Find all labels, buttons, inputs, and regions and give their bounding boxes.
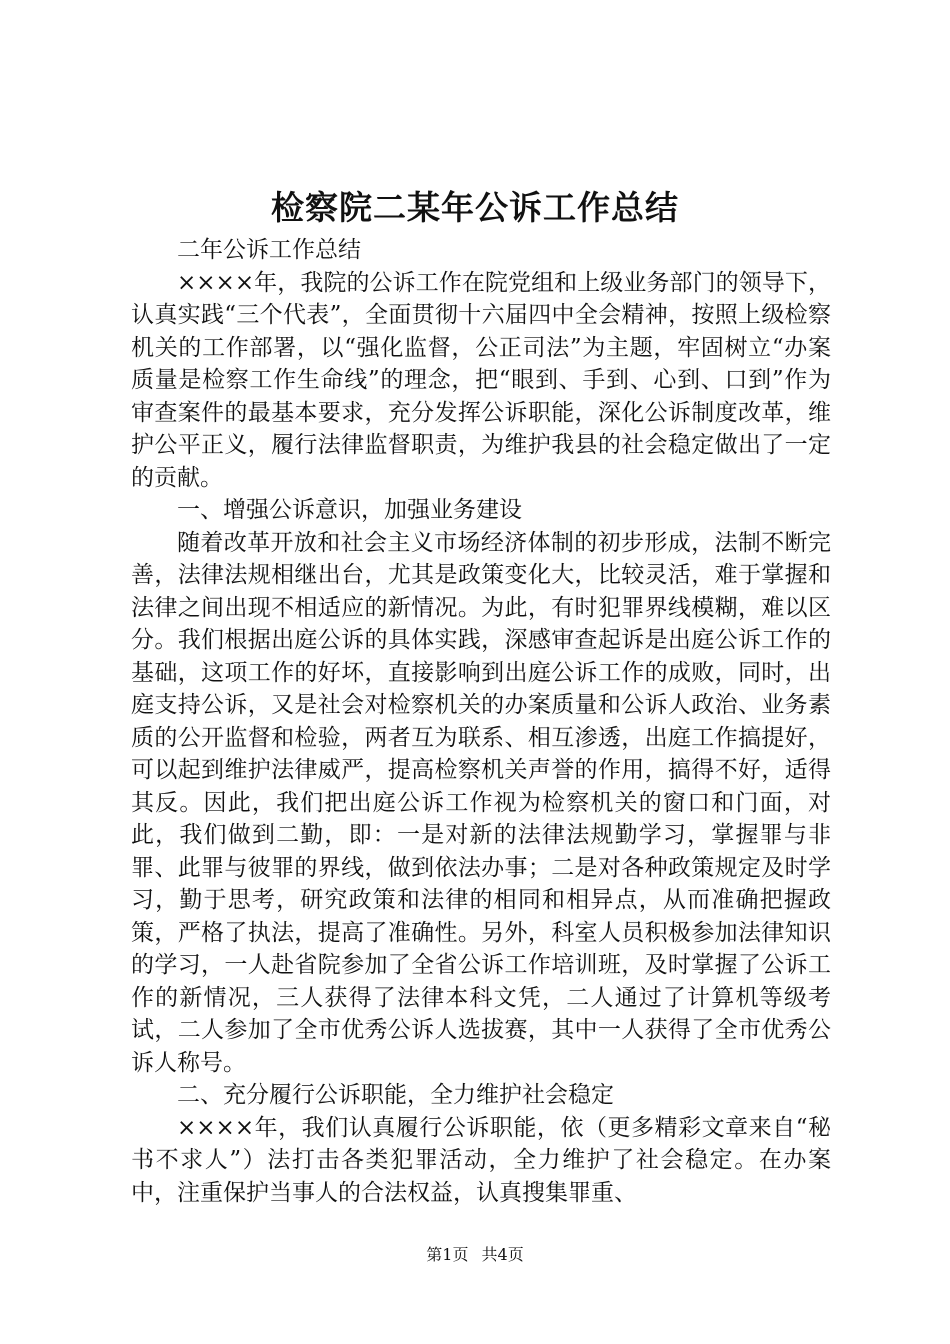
page-number: 第1页: [426, 1245, 469, 1264]
paragraph-section-2: ××××年，我们认真履行公诉职能，依（更多精彩文章来自“秘书不求人”）法打击各类犯罪活动，全力维护了社会稳定。在办案中，注重保护当事人的合法权益，认真搜集罪重、: [131, 1114, 831, 1206]
page-footer: [0, 1244, 950, 1266]
section-heading-2: 二、充分履行公诉职能，全力维护社会稳定: [177, 1082, 614, 1108]
paragraph-section-1: 随着改革开放和社会主义市场经济体制的初步形成，法制不断完善，法律法规相继出台，尤其是政策变化大，比较灵活，难于掌握和法律之间出现不相适应的新情况。为此，有时犯罪界线模糊，难以区分。我们根据出庭公诉的具体实践，深感审查起诉是出庭公诉工作的基础，这项工作的好坏，直接影响到出庭公诉工作的成败，同时，出庭支持公诉，又是社会对检察机关的办案质量和公诉人政治、业务素质的公开监督和检验，两者互为联系、相互渗透，出庭工作搞提好，可以起到维护法律威严，提高检察机关声誉的作用，搞得不好，适得其反。因此，我们把出庭公诉工作视为检察机关的窗口和门面，对此，我们做到二勤，即：一是对新的法律法规勤学习，掌握罪与非罪、此罪与彼罪的界线，做到依法办事；二是对各种政策规定及时学习，勤于思考，研究政策和法律的相同和相异点，从而准确把握政策，严格了执法，提高了准确性。另外，科室人员积极参加法律知识的学习，一人赴省院参加了全省公诉工作培训班，及时掌握了公诉工作的新情况，三人获得了法律本科文凭，二人通过了计算机等级考试，二人参加了全市优秀公诉人选拔赛，其中一人获得了全市优秀公诉人称号。: [131, 529, 831, 1076]
paragraph-intro: ××××年，我院的公诉工作在院党组和上级业务部门的领导下，认真实践“三个代表”，全面贯彻十六届四中全会精神，按照上级检察机关的工作部署，以“强化监督，公正司法”为主题，牢固树立“办案质量是检察工作生命线”的理念，把“眼到、手到、心到、口到”作为审查案件的最基本要求，充分发挥公诉职能，深化公诉制度改革，维护公平正义，履行法律监督职责，为维护我县的社会稳定做出了一定的贡献。: [131, 269, 831, 491]
document-body: [131, 234, 831, 1209]
page-total: 共4页: [481, 1245, 524, 1264]
document-title: 检察院二某年公诉工作总结: [271, 188, 679, 227]
section-heading-1: 一、增强公诉意识，加强业务建设: [177, 497, 522, 523]
paragraph-subtitle: 二年公诉工作总结: [177, 237, 361, 263]
